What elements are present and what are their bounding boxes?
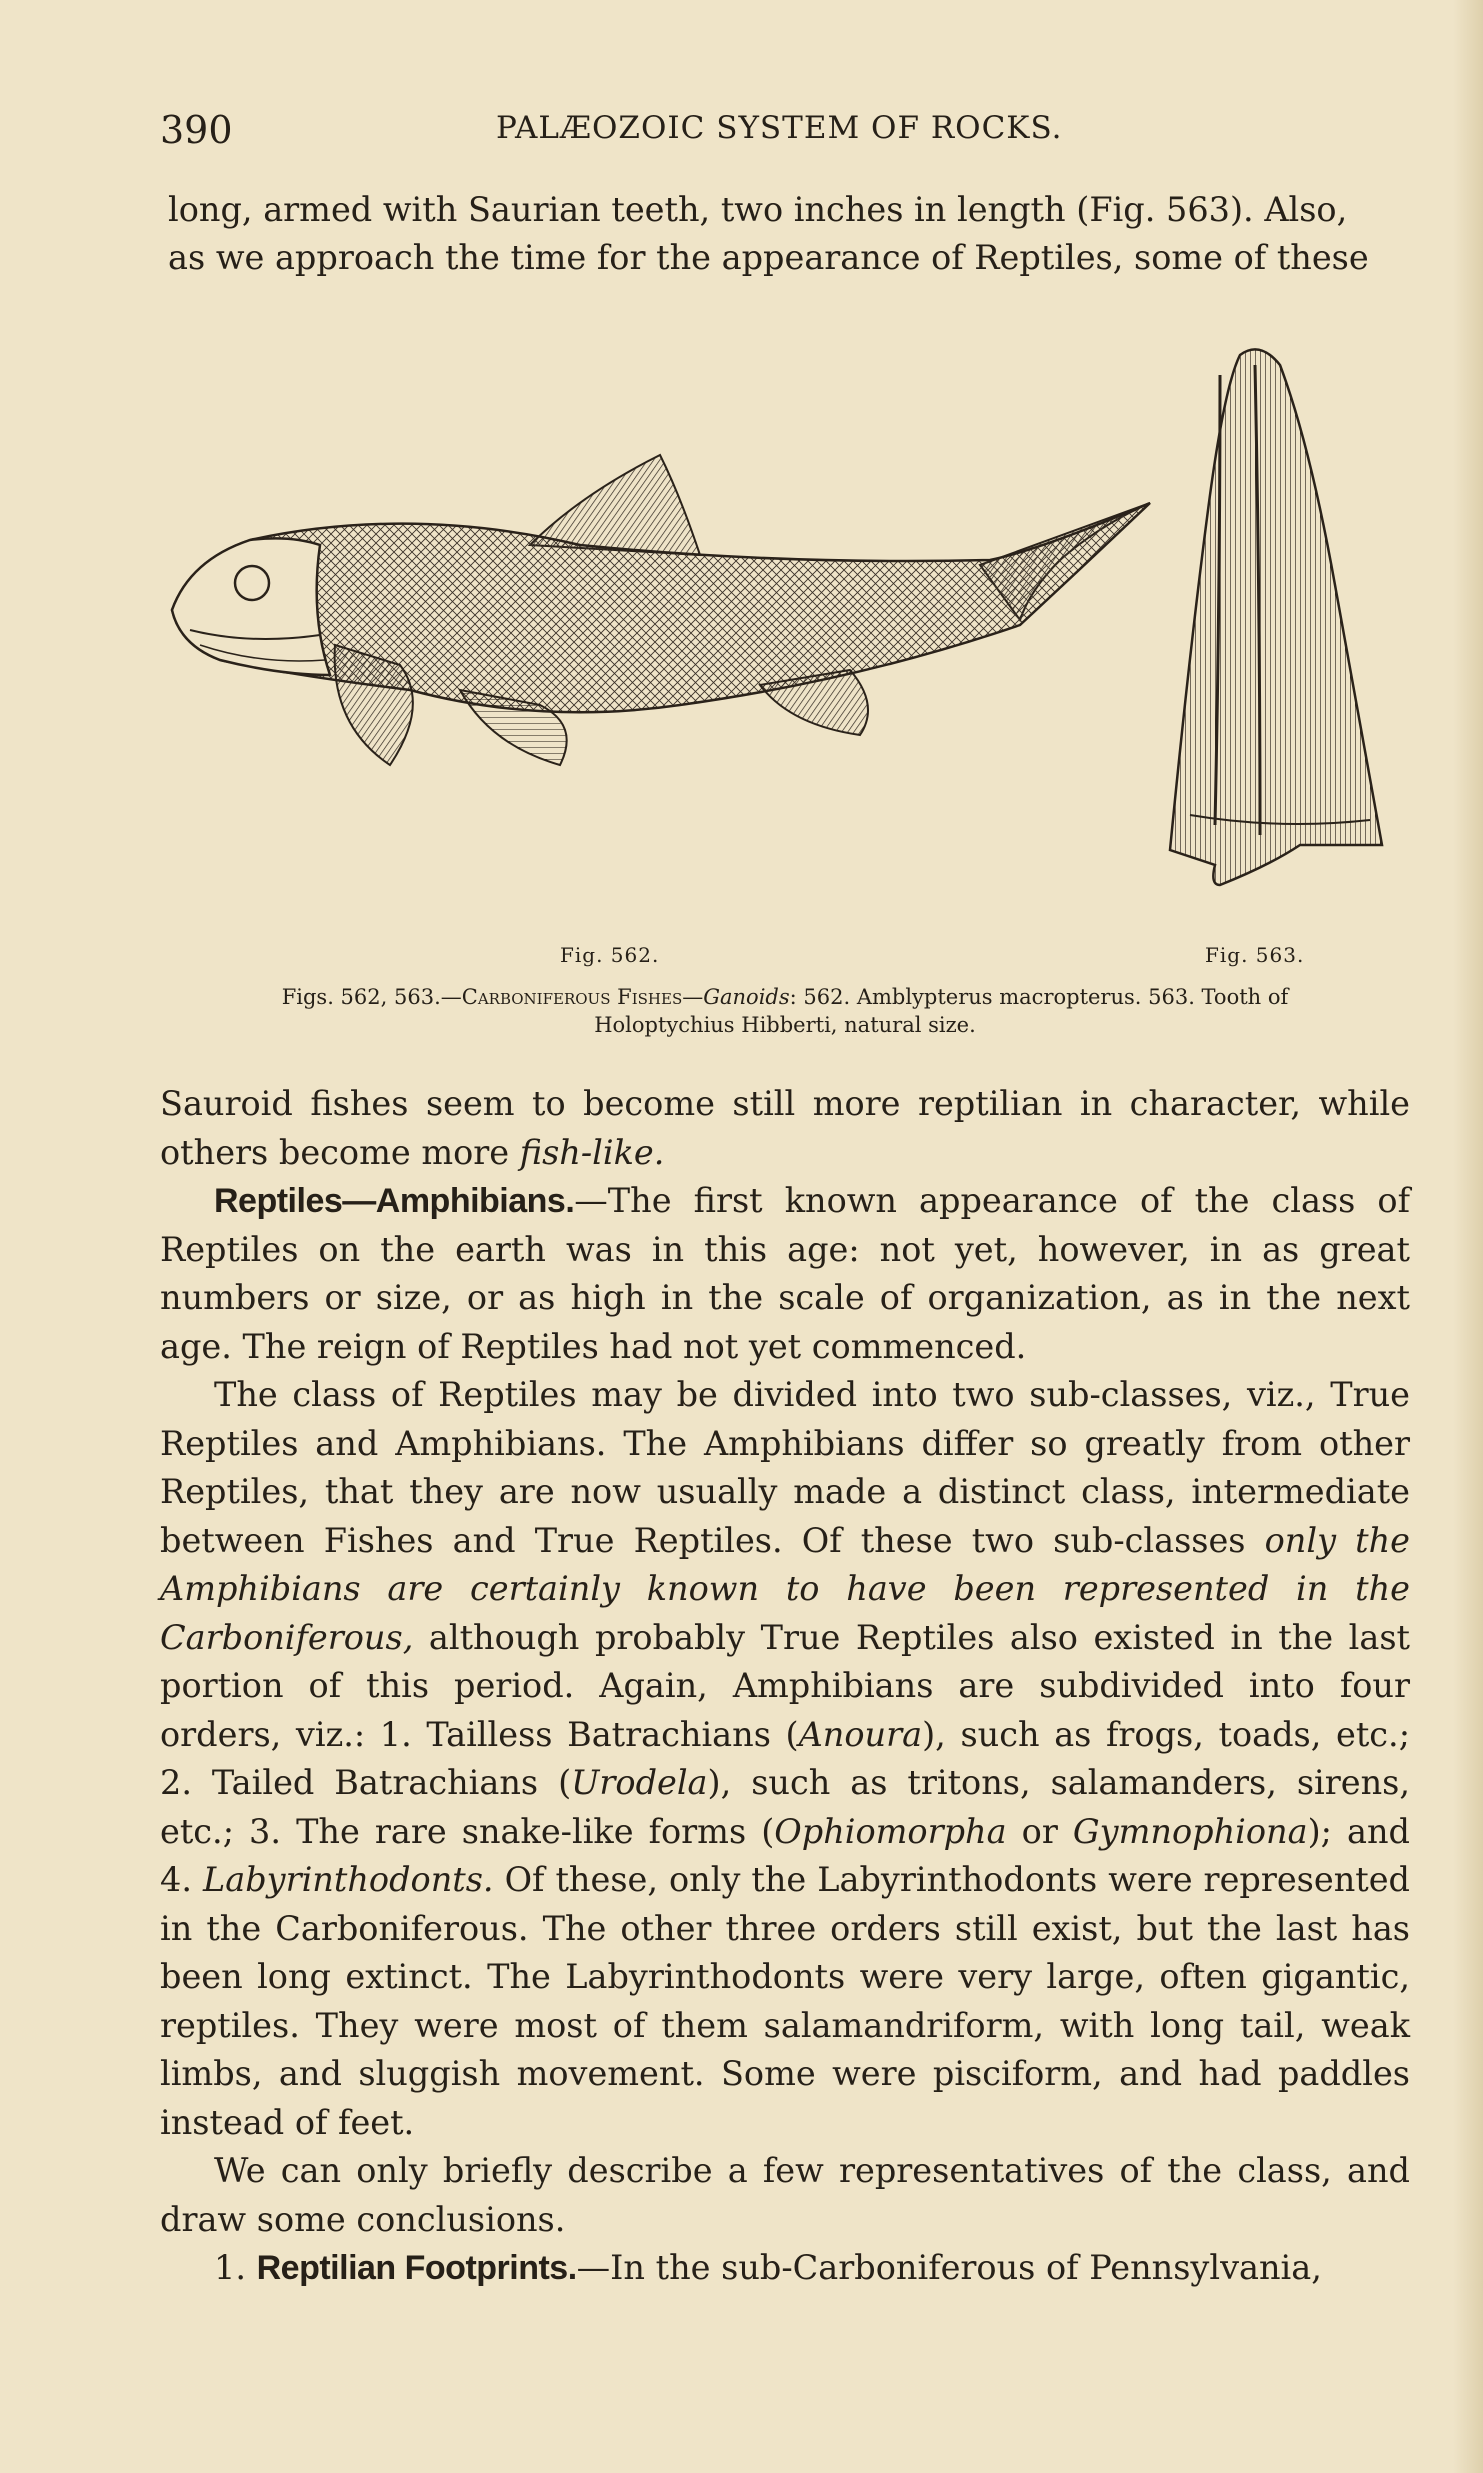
italic-run: Ophiomorpha [774, 1811, 1007, 1851]
text-run: —In the sub-Carboniferous of Pennsylvania, [576, 2248, 1322, 2287]
text-run: although probably True Reptiles also existed in the last portion of this period. Again, Amphibians are subdivided into four orders, viz.: 1. Tailless Batrachians ( [160, 1617, 1410, 1754]
paragraph [160, 1080, 1410, 1177]
tooth-illustration [1170, 349, 1382, 885]
fish-illustration [172, 455, 1150, 765]
intro-line: long, armed with Saurian teeth, two inches in length (Fig. 563). Also, [168, 190, 1348, 229]
caption-smallcaps: Carboniferous Fishes [461, 985, 683, 1009]
italic-run: fish-like. [519, 1132, 665, 1172]
paragraph [160, 2244, 1410, 2293]
figure-area [160, 345, 1410, 967]
paragraph: We can only briefly describe a few representatives of the class, and draw some conclusions. [160, 2151, 1410, 2239]
caption-line [165, 983, 1405, 1011]
body-text [160, 1080, 1410, 2293]
section-heading: Reptilian Footprints. [256, 2249, 577, 2287]
text-run: Of these, only the Labyrinthodonts were represented in the Carboniferous. The other three orders still exist, but the last has been long extinct. The Labyrinthodonts were very large, often gigantic, reptiles. They were most of them salamandriform, with long tail, weak limbs, and sluggish movement. Some were pisciform, and had paddles instead of feet. [160, 1860, 1410, 2142]
italic-run: Labyrinthodonts. [202, 1860, 494, 1899]
caption-dash: — [682, 985, 704, 1009]
text-run: ); and 4. [160, 1811, 1410, 1899]
italic-run: Anoura [798, 1714, 923, 1754]
caption-line: Holoptychius Hibberti, natural size. [594, 1013, 976, 1037]
page-edge-shading [1453, 0, 1483, 2473]
italic-run: Gymnophiona [1072, 1811, 1308, 1851]
text-run: —The first known appearance of the class of Reptiles on the earth was in this age: not yet, however, in as great numbers or size, or as high in the scale of organization, as in the next age. The reign of Reptiles had not yet commenced. [160, 1181, 1410, 1366]
figure-illustrations [160, 345, 1410, 935]
text-run: or [1006, 1811, 1073, 1851]
page-number: 390 [160, 108, 233, 152]
caption-rest: : 562. Amblypterus macropterus. 563. Tooth of [789, 985, 1289, 1009]
text-run: ), such as tritons, salamanders, sirens, etc.; 3. The rare snake-like forms ( [160, 1763, 1410, 1851]
italic-run: Urodela [571, 1763, 708, 1802]
running-title: PALÆOZOIC SYSTEM OF ROCKS. [496, 110, 1063, 146]
section-heading: Reptiles—Amphibians. [214, 1182, 575, 1220]
figure-562-label: Fig. 562. [560, 943, 660, 967]
text-run: The class of Reptiles may be divided into two sub-classes, viz., True Reptiles and Amphibians. The Amphibians differ so greatly from other Reptiles, that they are now usually made a distinct class, intermediate between Fishes and True Reptiles. Of these two sub-classes [160, 1375, 1410, 1560]
intro-paragraph [168, 186, 1408, 281]
text-run: 1. [214, 2248, 257, 2287]
page-header [160, 108, 1410, 158]
italic-run: only the Amphibians are certainly known to have been represented in the Carboniferous, [160, 1520, 1410, 1657]
paragraph [160, 1371, 1410, 2147]
caption-lead: Figs. 562, 563.— [281, 985, 462, 1009]
figure-caption [165, 983, 1405, 1039]
text-run: ), such as frogs, toads, etc.; 2. Tailed Batrachians ( [160, 1714, 1410, 1802]
text-run: Sauroid fishes seem to become still more reptilian in character, while others become more [160, 1084, 1410, 1172]
paragraph [160, 1177, 1410, 1371]
caption-italic: Ganoids [703, 985, 790, 1009]
figure-563-label: Fig. 563. [1205, 943, 1305, 967]
intro-line: as we approach the time for the appearance of Reptiles, some of these [168, 237, 1369, 277]
